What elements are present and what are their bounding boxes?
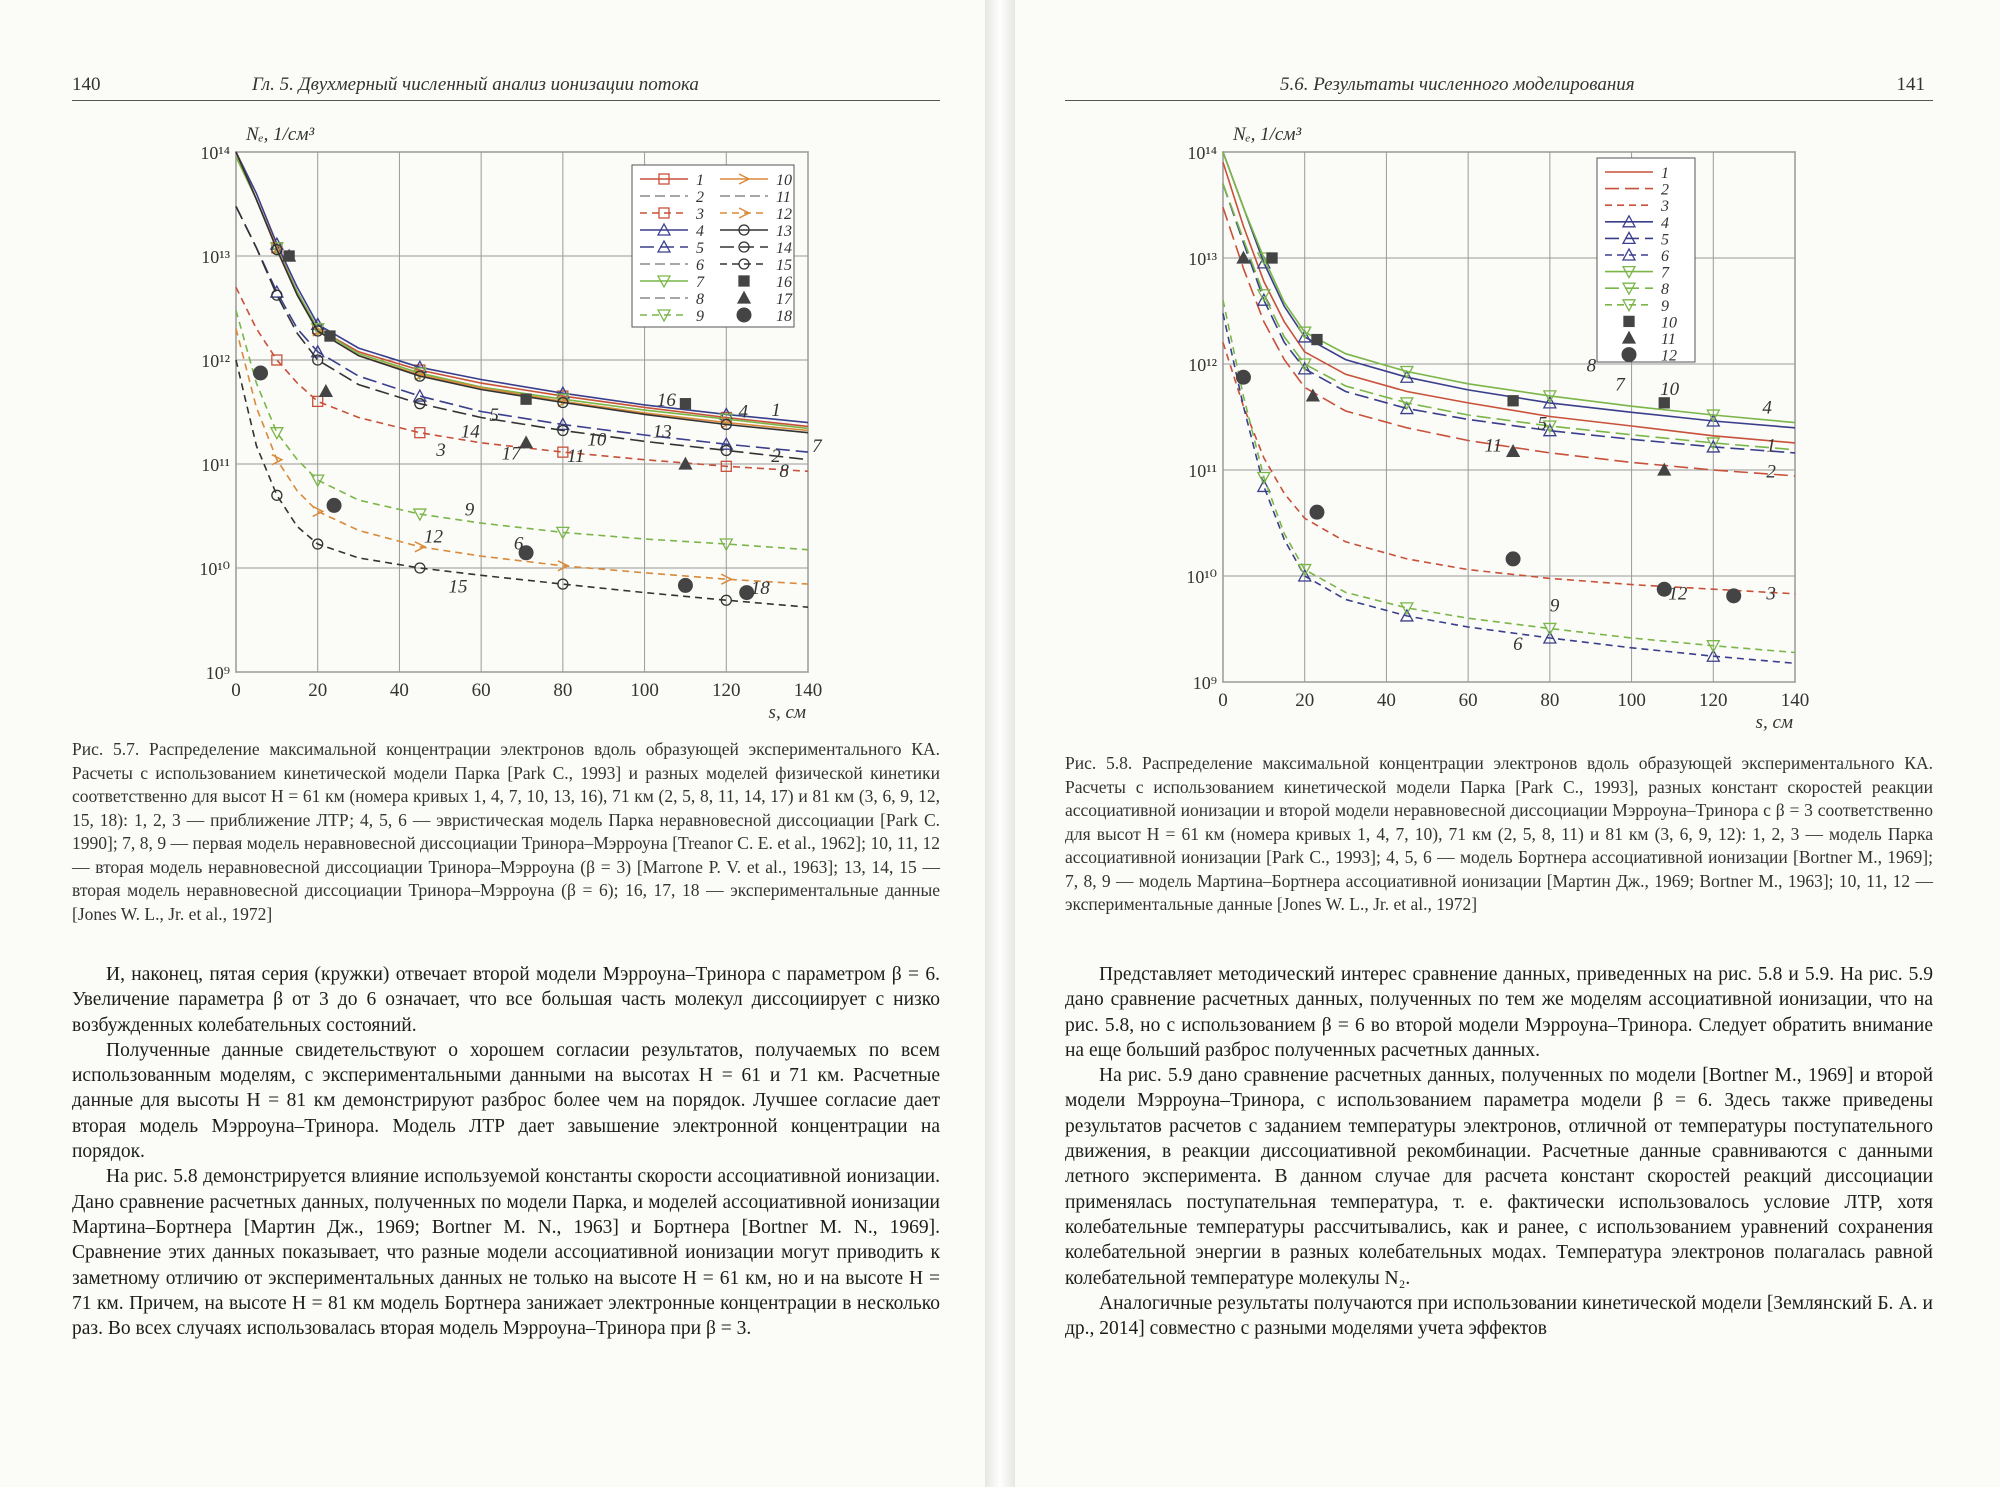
curve-number-label: 7 <box>1615 374 1625 396</box>
y-tick-label: 10¹³ <box>1188 249 1217 269</box>
running-head-title: 5.6. Результаты численного моделирования <box>1280 74 1635 95</box>
curve-number-label: 1 <box>1766 435 1776 457</box>
y-tick-label: 10¹² <box>1188 355 1217 375</box>
x-tick-label: 80 <box>1540 690 1560 711</box>
x-axis-label: s, см <box>1755 712 1793 733</box>
legend-label: 17 <box>776 291 792 308</box>
x-tick-label: 100 <box>1617 690 1646 711</box>
y-tick-label: 10¹² <box>201 351 230 371</box>
x-tick-label: 80 <box>553 680 573 701</box>
y-tick-label: 10¹⁰ <box>199 559 230 579</box>
experimental-point-10 <box>1312 335 1322 345</box>
experimental-point-10 <box>1267 253 1277 263</box>
figure-5-8-chart <box>1015 0 2000 750</box>
legend-label: 16 <box>776 274 792 291</box>
y-tick-label: 10¹¹ <box>1188 461 1217 481</box>
experimental-point-17 <box>520 437 532 448</box>
curve-number-label: 11 <box>1484 435 1503 457</box>
paragraph: Аналогичные результаты получаются при использовании кинетической модели [Землянский Б. А. и др., 2014] совместно с разными моделями учета эффектов <box>1065 1292 1933 1340</box>
curve-number-label: 5 <box>489 404 499 426</box>
legend-label: 6 <box>1661 248 1669 265</box>
curve-number-label: 2 <box>771 445 781 467</box>
plot-frame <box>1223 152 1795 682</box>
curve-number-label: 12 <box>1668 583 1688 605</box>
experimental-point-16 <box>325 331 335 341</box>
legend-label: 10 <box>1661 314 1677 332</box>
body-text <box>72 962 940 1341</box>
x-tick-label: 60 <box>1458 690 1478 711</box>
y-tick-label: 10⁹ <box>205 663 230 683</box>
legend-label: 1 <box>1661 165 1669 182</box>
curve-number-label: 3 <box>1766 583 1776 605</box>
figure-caption-text: Рис. 5.8. Распределение максимальной концентрации электронов вдоль образующей экспериментального КА. Расчеты с использованием кинетической модели Парка [Park C., 1993], разных констант скоростей реакции ассоциативной ионизации и второй модели неравновесной диссоциации Мэрроуна–Тринора с β = 3 соответственно для высот H = 61 км (номера кривых 1, 4, 7, 10), 71 км (2, 5, 8, 11) и 81 км (3, 6, 9, 12): 1, 2, 3 — модель Парка ассоциативной ионизации [Park C., 1993]; 4, 5, 6 — модель Бортнера ассоциативной ионизации [Bortner M., 1969]; 7, 8, 9 — модель Мартина–Бортнера ассоциативной ионизации [Мартин Дж., 1969; Bortner M., 1963]; 10, 11, 12 — экспериментальные данные [Jones W. L., Jr. et al., 1972] <box>1065 753 1933 914</box>
curve-number-label: 18 <box>750 578 770 600</box>
x-tick-label: 0 <box>1218 690 1228 711</box>
experimental-point-17 <box>320 385 332 396</box>
legend-label: 9 <box>1661 297 1669 315</box>
curve-number-label: 12 <box>423 526 443 548</box>
legend-label: 4 <box>696 223 704 240</box>
legend-marker-12 <box>1622 348 1636 362</box>
y-tick-label: 10⁹ <box>1192 673 1217 693</box>
right-page <box>1015 0 2000 1487</box>
legend-label: 12 <box>776 206 792 223</box>
y-tick-label: 10¹³ <box>201 247 230 267</box>
curve-number-label: 5 <box>1537 413 1548 435</box>
paragraph: На рис. 5.8 демонстрируется влияние используемой константы скорости ассоциативной ионизации. Дано сравнение расчетных данных, полученных по модели Парка, и моделей ассоциативной ионизации Мартина–Бортнера [Мартин Дж., 1969; Bortner M. N., 1963] и Бортнера [Bortner M. N., 1969]. Сравнение этих данных показывает, что разные модели ассоциативной ионизации могут приводить к заметному отличию от экспериментальных данных не только на высоте H = 61 км, но и на высоте H = 71 км. Причем, на высоте H = 81 км модель Бортнера занижает электронные концентрации в несколько раз. Во всех случаях использовалась вторая модель Мэрроуна–Тринора при β = 3. <box>72 1166 940 1340</box>
legend-label: 1 <box>696 172 704 189</box>
legend-label: 15 <box>776 257 792 274</box>
curve-number-label: 10 <box>1660 378 1680 400</box>
legend-label: 14 <box>776 240 792 257</box>
legend-box <box>632 165 794 327</box>
curve-number-label: 4 <box>738 401 749 423</box>
curve-number-label: 13 <box>652 421 672 443</box>
curve-number-label: 15 <box>448 576 468 598</box>
legend-marker-18 <box>737 308 751 322</box>
figure-caption-text: Рис. 5.7. Распределение максимальной концентрации электронов вдоль образующей экспериментального КА. Расчеты с использованием кинетической модели Парка [Park C., 1993] и разных моделей физической кинетики соответственно для высот H = 61 км (номера кривых 1, 4, 7, 10, 13, 16), 71 км (2, 5, 8, 11, 14, 17) и 81 км (3, 6, 9, 12, 15, 18): 1, 2, 3 — приближение ЛТР; 4, 5, 6 — эвристическая модель Парка неравновесной диссоциации [Park C. 1990]; 7, 8, 9 — первая модель неравновесной диссоциации Тринора–Мэрроуна [Treanor C. E. et al., 1962]; 10, 11, 12 — вторая модель неравновесной диссоциации Тринора–Мэрроуна (β = 3) [Marrone P. V. et al., 1963]; 13, 14, 15 — вторая модель неравновесной диссоциации Тринора–Мэрроуна (β = 6); 16, 17, 18 — экспериментальные данные [Jones W. L., Jr. et al., 1972] <box>72 739 940 924</box>
experimental-point-12 <box>1236 370 1250 384</box>
y-axis-label: Nₑ, 1/см³ <box>1233 124 1302 145</box>
legend-marker-10 <box>1624 316 1634 326</box>
curve-number-label: 6 <box>513 533 524 555</box>
legend-label: 13 <box>776 223 792 240</box>
curve-number-label: 4 <box>1762 397 1772 419</box>
curve-number-label: 11 <box>566 445 585 467</box>
x-tick-label: 0 <box>231 680 241 701</box>
legend-label: 7 <box>696 274 704 291</box>
legend-marker-16 <box>739 276 749 286</box>
legend-label: 11 <box>776 189 791 206</box>
x-tick-label: 140 <box>793 680 823 701</box>
x-tick-label: 60 <box>471 680 491 701</box>
y-tick-label: 10¹¹ <box>201 455 230 475</box>
experimental-point-16 <box>521 394 531 404</box>
x-tick-label: 140 <box>1780 690 1810 711</box>
experimental-point-16 <box>680 399 690 409</box>
legend-label: 8 <box>696 291 704 308</box>
y-tick-label: 10¹⁰ <box>1186 567 1217 587</box>
legend-label: 12 <box>1661 347 1677 365</box>
page-number: 141 <box>1896 74 1925 95</box>
curve-number-label: 9 <box>464 499 475 521</box>
legend-label: 2 <box>1661 181 1669 199</box>
curve-number-label: 14 <box>460 421 480 443</box>
legend-label: 5 <box>696 240 704 257</box>
experimental-point-18 <box>254 366 268 380</box>
x-tick-label: 40 <box>1376 690 1396 711</box>
x-tick-label: 100 <box>630 680 659 701</box>
paragraph: И, наконец, пятая серия (кружки) отвечает второй модели Мэрроуна–Тринора с параметром β = 6. Увеличение параметра β от 3 до 6 означает, что все большая часть молекул диссоциирует с низко возбужденных колебательных состояний. <box>72 964 940 1036</box>
paragraph: Представляет методический интерес сравнение данных, приведенных на рис. 5.8 и 5.9. На рис. 5.9 дано сравнение расчетных данных, полученных по тем же моделям ассоциативной ионизации, что на рис. 5.8, но с использованием β = 6 во второй модели Мэрроуна–Тринора. Следует обратить внимание на еще больший разброс полученных расчетных данных. <box>1065 964 1933 1061</box>
x-tick-label: 20 <box>1295 690 1315 711</box>
legend-label: 3 <box>696 206 704 223</box>
series-line-9 <box>1223 297 1795 652</box>
legend-label: 7 <box>1661 264 1669 282</box>
legend-label: 2 <box>696 189 704 206</box>
legend-label: 9 <box>696 308 704 325</box>
legend-label: 5 <box>1661 231 1669 249</box>
curve-number-label: 17 <box>501 443 521 465</box>
y-tick-label: 10¹⁴ <box>1187 143 1217 163</box>
experimental-point-10 <box>1508 396 1518 406</box>
paragraph: Полученные данные свидетельствуют о хорошем согласии результатов, получаемых по всем использованным моделям, с экспериментальными данными на высотах H = 61 и 71 км. Расчетные данные для высоты H = 81 км демонстрируют разброс более чем на порядок. Лучшее согласие дает вторая модель Мэрроуна–Тринора. Модель ЛТР дает завышение электронной концентрации на порядок. <box>72 1039 940 1163</box>
x-tick-label: 120 <box>712 680 741 701</box>
left-page <box>0 0 985 1487</box>
legend-label: 11 <box>1661 331 1676 348</box>
series-line-4 <box>1223 152 1795 428</box>
y-tick-label: 10¹⁴ <box>200 143 230 163</box>
x-tick-label: 40 <box>389 680 409 701</box>
curve-number-label: 9 <box>1549 595 1560 617</box>
page-number: 140 <box>72 74 101 95</box>
legend-label: 4 <box>1661 214 1669 232</box>
legend-label: 6 <box>696 257 704 274</box>
x-tick-label: 120 <box>1699 690 1728 711</box>
data-point-5 <box>414 390 426 401</box>
experimental-point-12 <box>1310 505 1324 519</box>
legend-label: 18 <box>776 308 792 325</box>
curve-number-label: 1 <box>771 399 781 421</box>
series-line-7 <box>1223 152 1795 423</box>
curve-number-label: 16 <box>656 390 676 412</box>
legend-label: 10 <box>776 172 792 189</box>
curve-number-label: 2 <box>1766 461 1776 483</box>
figure-caption <box>72 738 940 926</box>
curve-number-label: 10 <box>587 429 607 451</box>
experimental-point-18 <box>678 578 692 592</box>
y-axis-label: Nₑ, 1/см³ <box>246 124 315 145</box>
curve-number-label: 8 <box>1586 355 1597 377</box>
curve-number-label: 7 <box>812 436 822 458</box>
x-axis-label: s, см <box>768 702 806 723</box>
paragraph: На рис. 5.9 дано сравнение расчетных данных, полученных по модели [Bortner M., 1969] и второй модели Мэрроуна–Тринора, с использованием параметра модели β = 6. Здесь также приведены результатов расчетов с заданием температуры электронов, отличной от температуры поступательного движения, в реакции диссоциативной рекомбинации. Расчетные данные сравниваются с данными летного эксперимента. В данном случае для расчета констант скоростей реакций диссоциации применялась поступательная температура, т. е. фактически использовалось условие ЛТР, хотя колебательные температуры рассчитывались, как и ранее, с использованием уравнений сохранения колебательной энергии в разных колебательных модах. Температура электронов полагалась равной колебательной температуре молекулы N₂. <box>1065 1065 1933 1289</box>
figure-5-7-chart <box>0 0 985 750</box>
curve-number-label: 8 <box>779 460 789 482</box>
data-point-14 <box>272 290 282 300</box>
legend-label: 3 <box>1661 198 1669 216</box>
curve-number-label: 3 <box>436 439 446 461</box>
figure-caption <box>1065 752 1933 917</box>
curve-number-label: 6 <box>1513 634 1523 656</box>
x-tick-label: 20 <box>308 680 328 701</box>
experimental-point-18 <box>327 498 341 512</box>
running-head-title: Гл. 5. Двухмерный численный анализ ионизации потока <box>252 74 699 95</box>
experimental-point-12 <box>1506 552 1520 566</box>
legend-label: 8 <box>1661 281 1669 299</box>
data-point-15 <box>272 490 282 500</box>
experimental-point-12 <box>1727 589 1741 603</box>
body-text <box>1065 962 1933 1341</box>
book-gutter <box>985 0 1015 1487</box>
